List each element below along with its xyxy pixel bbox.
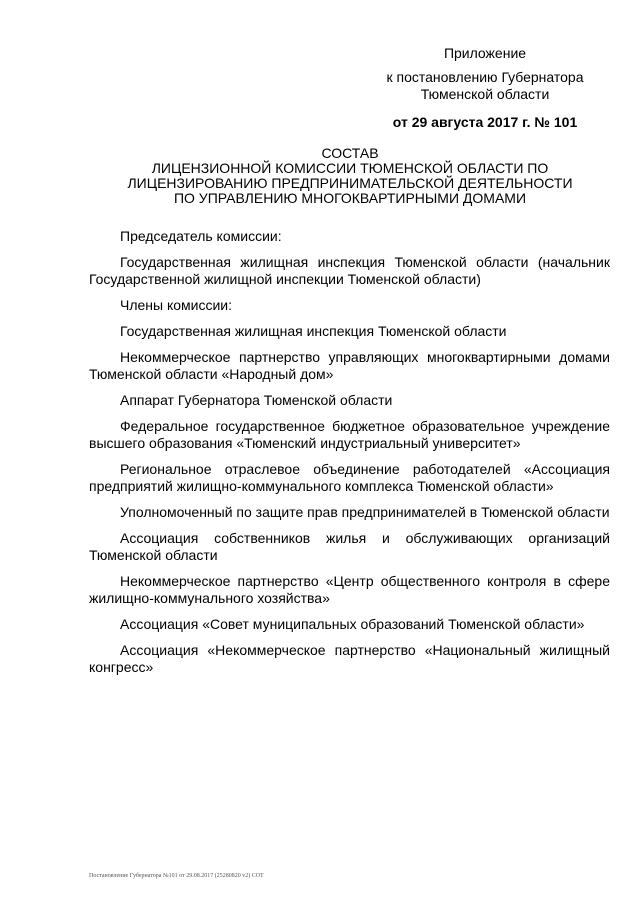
member-entry: Государственная жилищная инспекция Тюменской области xyxy=(120,323,507,339)
title-line-4: ПО УПРАВЛЕНИЮ МНОГОКВАРТИРНЫМИ ДОМАМИ xyxy=(173,190,527,206)
member-entry: Федеральное государственное бюджетное образовательное учреждение высшего образования «Тюменский индустриальный университет» xyxy=(89,418,610,451)
member-entry: Уполномоченный по защите прав предпринимателей в Тюменской области xyxy=(120,504,610,520)
resolution-reference: к постановлению Губернатора xyxy=(386,69,584,85)
member-entry: Некоммерческое партнерство управляющих многоквартирными домами Тюменской области «Народный дом» xyxy=(89,349,610,382)
member-entry: Ассоциация «Некоммерческое партнерство «Национальный жилищный конгресс» xyxy=(89,642,610,675)
member-entry: Некоммерческое партнерство «Центр общественного контроля в сфере жилищно-коммунального хозяйства» xyxy=(89,573,610,606)
commission-composition xyxy=(89,228,610,685)
member-entry: Аппарат Губернатора Тюменской области xyxy=(120,392,393,408)
document-footer: Постановление Губернатора №101 от 29.08.2017 (25280820 v2) СОТ xyxy=(89,873,264,879)
chairman-label: Председатель комиссии: xyxy=(120,228,282,244)
document-title xyxy=(100,146,600,206)
appendix-label: Приложение xyxy=(443,45,527,61)
title-line-3: ЛИЦЕНЗИРОВАНИЮ ПРЕДПРИНИМАТЕЛЬСКОЙ ДЕЯТЕЛЬНОСТИ xyxy=(127,175,573,191)
appendix-header xyxy=(380,45,590,131)
region-name: Тюменской области xyxy=(420,86,550,102)
member-entry: Ассоциация «Совет муниципальных образований Тюменской области» xyxy=(120,616,585,632)
chairman-entry: Государственная жилищная инспекция Тюменской области (начальник Государственной жилищной инспекции Тюменской области) xyxy=(89,254,610,287)
member-entry: Ассоциация собственников жилья и обслуживающих организаций Тюменской области xyxy=(89,530,610,563)
title-line-1: СОСТАВ xyxy=(321,145,379,161)
resolution-date-number: от 29 августа 2017 г. № 101 xyxy=(392,114,578,130)
title-line-2: ЛИЦЕНЗИОННОЙ КОМИССИИ ТЮМЕНСКОЙ ОБЛАСТИ ПО xyxy=(151,160,549,176)
members-label: Члены комиссии: xyxy=(120,297,233,313)
member-entry: Региональное отраслевое объединение работодателей «Ассоциация предприятий жилищно-коммунального комплекса Тюменской области» xyxy=(89,461,610,494)
